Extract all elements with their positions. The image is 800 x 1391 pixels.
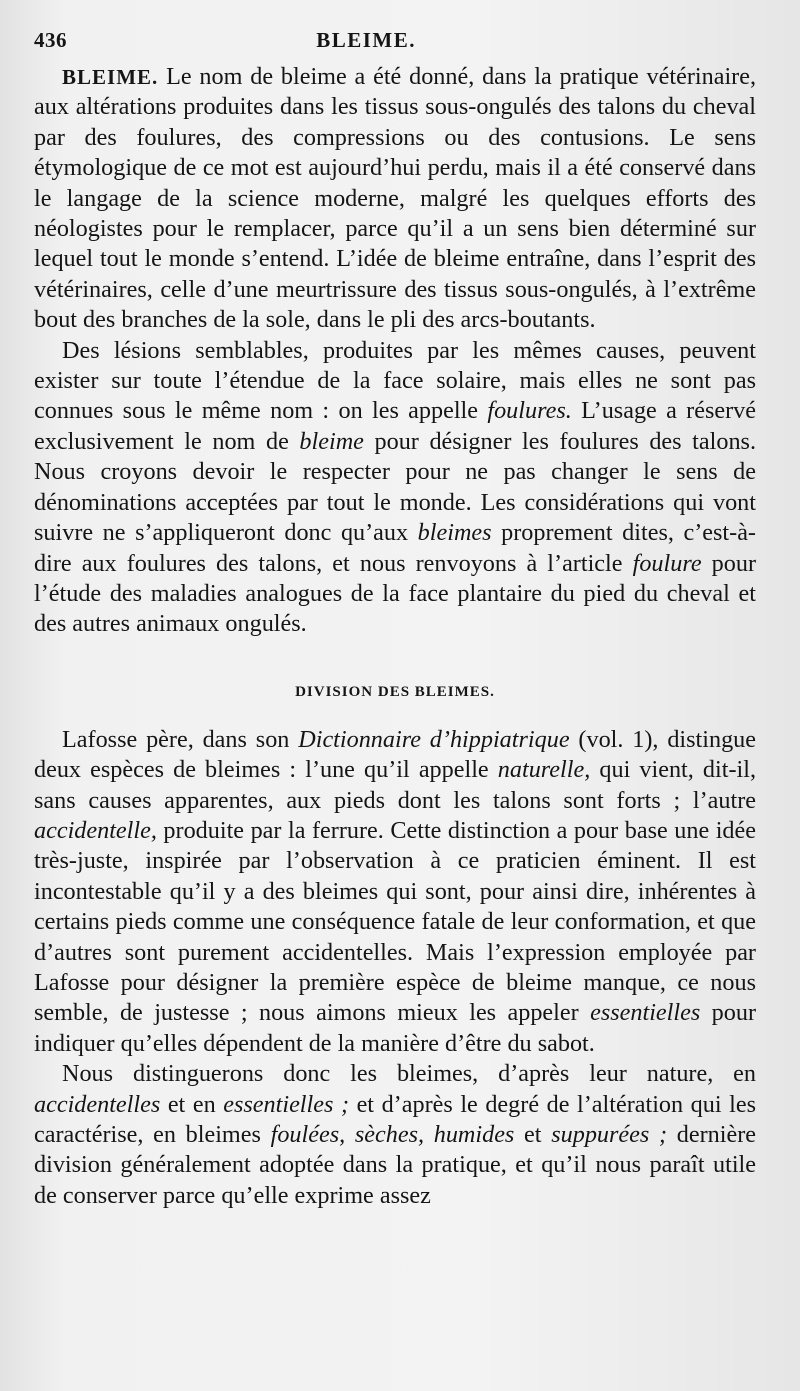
running-header bbox=[34, 28, 756, 62]
paragraph-intro bbox=[34, 62, 756, 336]
italic-term: foulées, sèches, humides bbox=[270, 1121, 515, 1148]
italic-term: essentielles ; bbox=[223, 1090, 350, 1118]
italic-term: naturelle, bbox=[497, 756, 591, 784]
text-run: Nous distinguerons donc les bleimes, d’après leur nature, en bbox=[62, 1060, 756, 1088]
italic-term: bleimes bbox=[417, 519, 492, 547]
text-run: produite par la ferrure. Cette distinction a pour base une idée très-juste, inspirée par l’observation à ce praticien éminent. Il est incontestable qu’il y a des bleimes qui sont, pour ainsi dire, inhérentes à certains pieds comme une conséquence fatale de leur conformation, et que d’autres sont purement accidentelles. Mais l’expression employée par Lafosse pour désigner la première espèce de bleime manque, ce nous semble, de justesse ; nous aimons mieux les appeler bbox=[34, 816, 756, 1027]
italic-term: bleime bbox=[299, 427, 364, 455]
section-heading: DIVISION DES BLEIMES. bbox=[295, 683, 495, 700]
paragraph-classification bbox=[34, 1059, 756, 1211]
text-run: et en bbox=[160, 1090, 224, 1118]
text-run: (vol. 1), distingue deux espèces de bleimes : l’une qu’il appelle bbox=[34, 725, 757, 784]
text-run: pour indiquer qu’elles dépendent de la manière d’être du sabot. bbox=[34, 999, 756, 1057]
italic-term: accidentelle, bbox=[34, 816, 157, 844]
paragraph-intro-text: Le nom de bleime a été donné, dans la pratique vétérinaire, aux altérations produites dans les tissus sous-ongulés des talons du cheval par des foulures, des compressions ou des contusions. Le sens étymologique de ce mot est aujourd’hui perdu, mais il a été conservé dans le langage de la science moderne, malgré les quelques efforts des néologistes pour le remplacer, parce qu’il a un sens bien déterminé sur lequel tout le monde s’entend. L’idée de bleime entraîne, dans l’esprit des vétérinaires, celle d’une meurtrissure des tissus sous-ongulés, à l’extrême bout des branches de la sole, dans le pli des arcs-boutants. bbox=[34, 63, 757, 334]
italic-term: suppurées ; bbox=[551, 1121, 668, 1148]
italic-term: essentielles bbox=[590, 999, 701, 1027]
italic-term: foulures. bbox=[487, 397, 572, 425]
running-title: BLEIME. bbox=[316, 28, 416, 52]
text-run: et d’après le degré de l’altération qui les caractérise, en bleimes bbox=[34, 1090, 756, 1148]
text-run: Des lésions semblables, produites par les mêmes causes, peuvent exister sur toute l’étendue de la face solaire, mais elles ne sont pas connues sous le même nom : on les appelle bbox=[34, 336, 756, 425]
text-run: qui vient, dit-il, sans causes apparentes, aux pieds dont les talons sont forts ; l’autre bbox=[34, 756, 756, 814]
page-number: 436 bbox=[34, 28, 67, 52]
text-run: et bbox=[514, 1121, 552, 1148]
article-body bbox=[34, 62, 756, 640]
paragraph-lafosse bbox=[34, 725, 756, 1059]
text-run: pour l’étude des maladies analogues de la face plantaire du pied du cheval et des autres animaux ongulés. bbox=[34, 549, 757, 638]
italic-term: Dictionnaire d’hippiatrique bbox=[298, 725, 570, 753]
text-run: proprement dites, c’est-à-dire aux foulures des talons, et nous renvoyons à l’article bbox=[34, 519, 756, 577]
text-run: L’usage a réservé exclusivement le nom de bbox=[34, 397, 756, 455]
paragraph-foulures bbox=[34, 336, 756, 640]
section-body bbox=[34, 725, 756, 1212]
text-run: pour désigner les foulures des talons. Nous croyons devoir le respecter pour ne pas changer le sens de dénominations acceptées par tout le monde. Les considérations qui vont suivre ne s’appliqueront donc qu’aux bbox=[34, 427, 757, 547]
italic-term: foulure bbox=[632, 549, 702, 577]
text-run: dernière division généralement adoptée dans la pratique, et qu’il nous paraît utile de conserver parce qu’elle exprime assez bbox=[34, 1121, 756, 1209]
text-run: Lafosse père, dans son bbox=[62, 725, 299, 753]
italic-term: accidentelles bbox=[34, 1090, 161, 1118]
entry-headword: BLEIME. bbox=[62, 65, 159, 89]
